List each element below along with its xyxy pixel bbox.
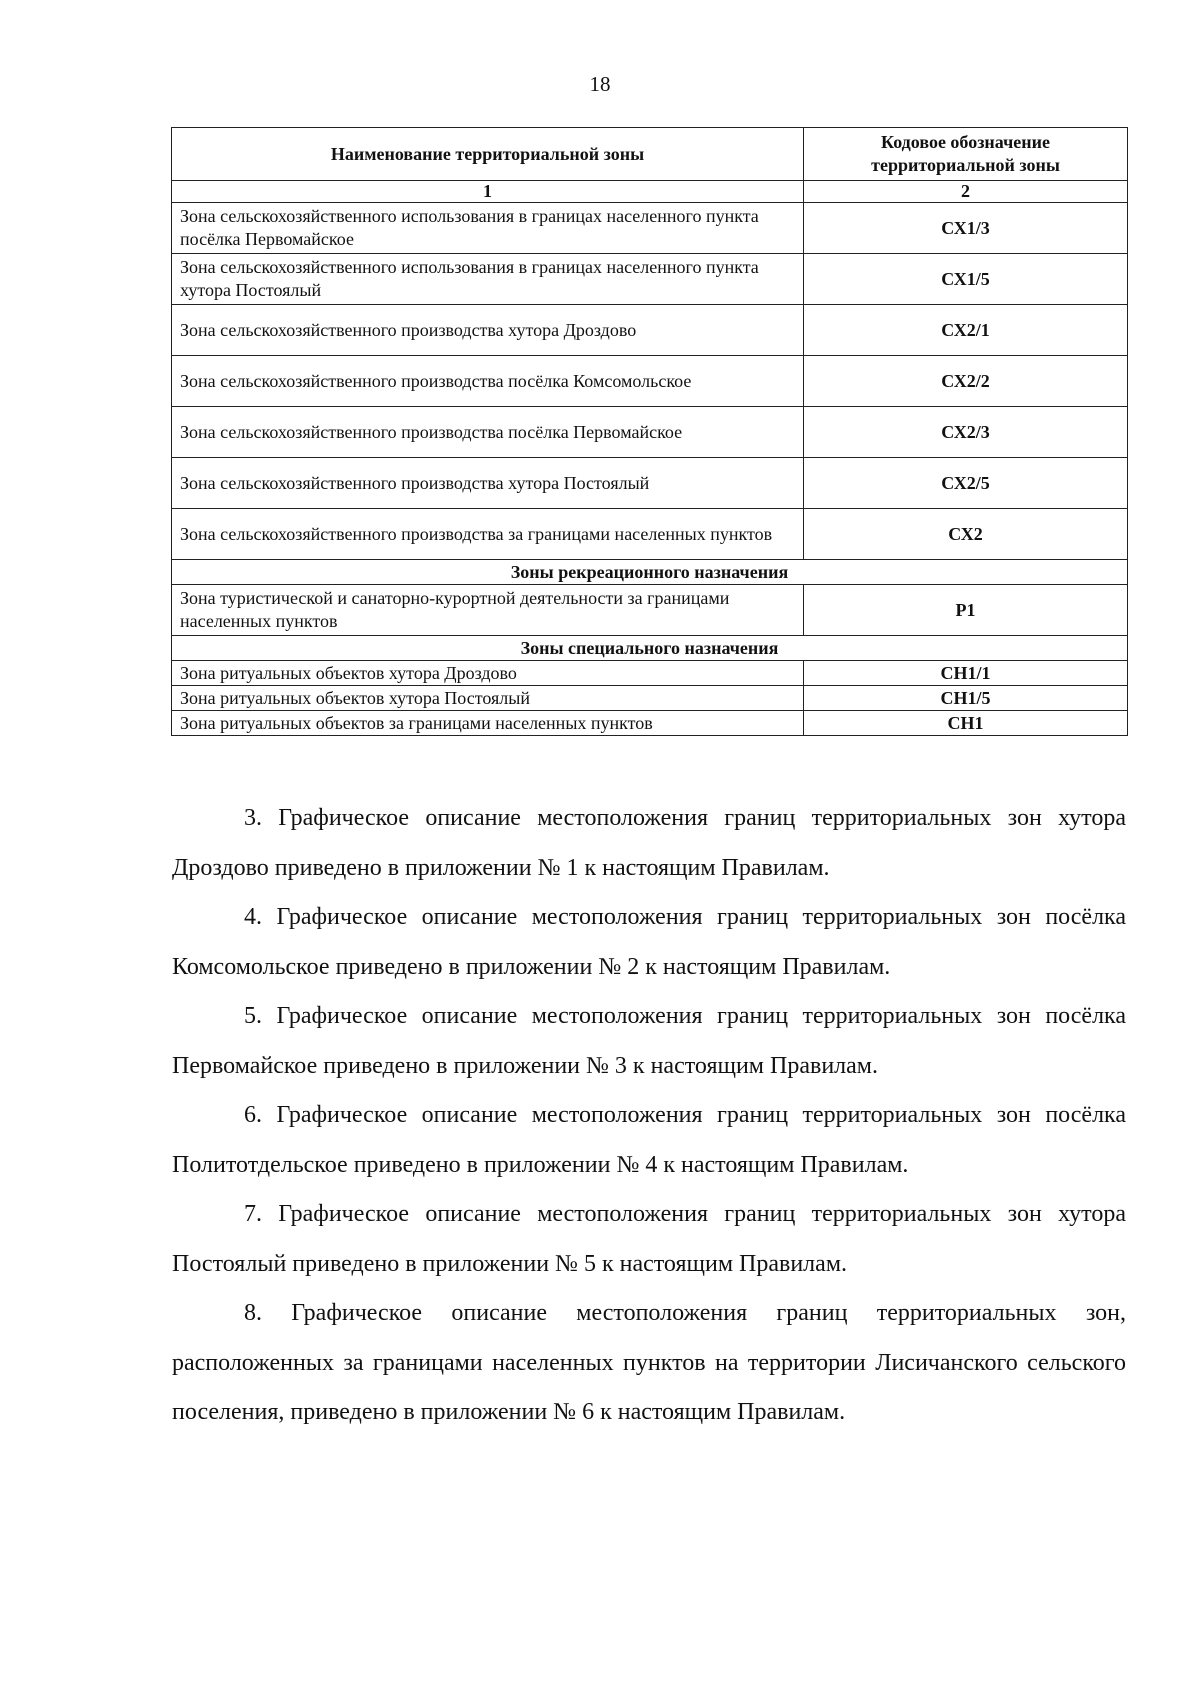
group-row-special <box>172 636 1128 661</box>
zone-name: Зона ритуальных объектов хутора Дроздово <box>172 661 804 686</box>
table-row <box>172 509 1128 560</box>
zone-code: СН1/1 <box>804 661 1128 686</box>
header-zone-name: Наименование территориальной зоны <box>172 128 804 181</box>
paragraph: 3. Графическое описание местоположения границ территориальных зон хутора Дроздово приведено в приложении № 1 к настоящим Правилам. <box>172 805 1126 881</box>
table-row <box>172 356 1128 407</box>
zones-table <box>171 127 1128 736</box>
page-number: 18 <box>589 72 611 96</box>
table-row <box>172 254 1128 305</box>
column-number: 1 <box>172 181 804 203</box>
zone-name: Зона ритуальных объектов хутора Постоялый <box>172 686 804 711</box>
zone-name: Зона сельскохозяйственного производства за границами населенных пунктов <box>172 509 804 560</box>
table-row <box>172 711 1128 736</box>
zone-code: СН1 <box>804 711 1128 736</box>
zone-name: Зона ритуальных объектов за границами населенных пунктов <box>172 711 804 736</box>
table-row <box>172 203 1128 254</box>
paragraph: 7. Графическое описание местоположения границ территориальных зон хутора Постоялый приведено в приложении № 5 к настоящим Правилам. <box>172 1201 1126 1277</box>
column-number: 2 <box>804 181 1128 203</box>
zone-name: Зона сельскохозяйственного производства хутора Дроздово <box>172 305 804 356</box>
zone-code: СХ2/3 <box>804 407 1128 458</box>
zone-code: СХ2/5 <box>804 458 1128 509</box>
zone-name: Зона сельскохозяйственного производства хутора Постоялый <box>172 458 804 509</box>
column-number-row <box>172 181 1128 203</box>
table-row <box>172 407 1128 458</box>
zone-name: Зона сельскохозяйственного производства посёлка Комсомольское <box>172 356 804 407</box>
group-title: Зоны рекреационного назначения <box>172 560 1128 585</box>
zone-code: СХ2/1 <box>804 305 1128 356</box>
zone-name: Зона сельскохозяйственного использования в границах населенного пункта хутора Постоялый <box>172 254 804 305</box>
zone-name: Зона сельскохозяйственного производства посёлка Первомайское <box>172 407 804 458</box>
zone-name: Зона сельскохозяйственного использования в границах населенного пункта посёлка Первомайское <box>172 203 804 254</box>
group-title: Зоны специального назначения <box>172 636 1128 661</box>
table-row <box>172 585 1128 636</box>
zone-code: СХ1/3 <box>804 203 1128 254</box>
table-row <box>172 458 1128 509</box>
table-row <box>172 661 1128 686</box>
zone-name: Зона туристической и санаторно-курортной деятельности за границами населенных пунктов <box>172 585 804 636</box>
zone-code: СН1/5 <box>804 686 1128 711</box>
header-zone-code: Кодовое обозначение территориальной зоны <box>804 128 1128 181</box>
body-text <box>172 794 1126 1438</box>
zone-code: СХ1/5 <box>804 254 1128 305</box>
table-row <box>172 686 1128 711</box>
paragraph: 6. Графическое описание местоположения границ территориальных зон посёлка Политотдельское приведено в приложении № 4 к настоящим Правилам. <box>172 1102 1126 1178</box>
paragraph: 5. Графическое описание местоположения границ территориальных зон посёлка Первомайское приведено в приложении № 3 к настоящим Правилам. <box>172 1003 1126 1079</box>
table-header-row <box>172 128 1128 181</box>
paragraph: 4. Графическое описание местоположения границ территориальных зон посёлка Комсомольское приведено в приложении № 2 к настоящим Правилам. <box>172 904 1126 980</box>
group-row-recreation <box>172 560 1128 585</box>
zone-code: СХ2 <box>804 509 1128 560</box>
zone-code: Р1 <box>804 585 1128 636</box>
paragraph: 8. Графическое описание местоположения границ территориальных зон, расположенных за границами населенных пунктов на территории Лисичанского сельского поселения, приведено в приложении № 6 к настоящим Правилам. <box>172 1300 1126 1425</box>
table-row <box>172 305 1128 356</box>
zone-code: СХ2/2 <box>804 356 1128 407</box>
